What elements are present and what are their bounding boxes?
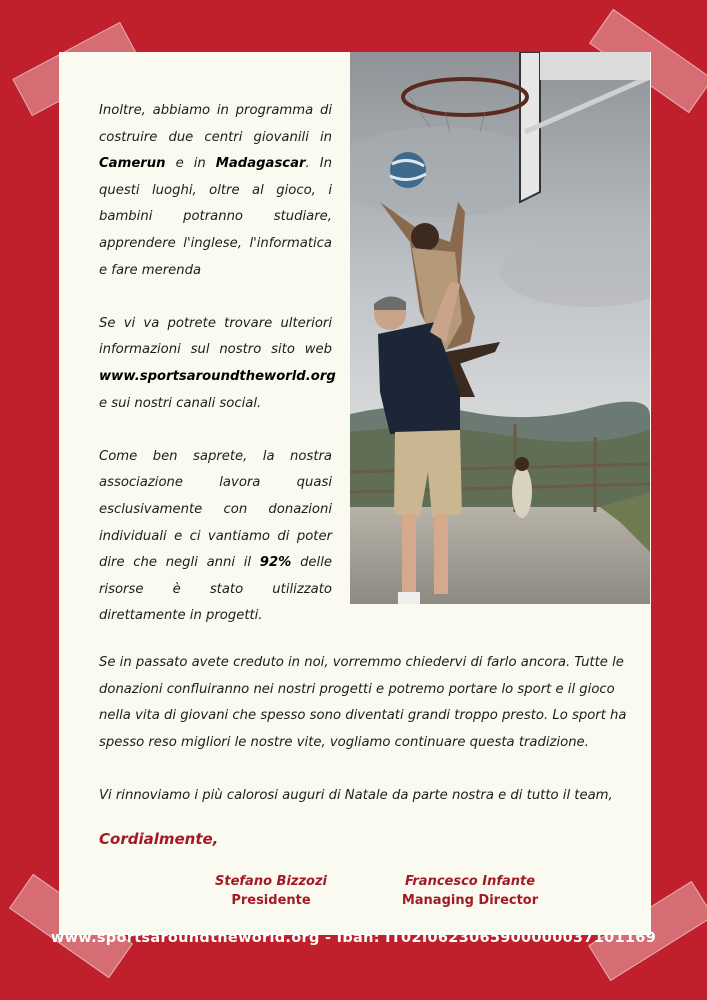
text-run: . In questi luoghi, oltre al gioco, i bambini potranno studiare, apprendere l'inglese, l'informatica e fare merenda <box>99 156 332 278</box>
text-run: delle risorse è stato utilizzato direttamente in progetti. <box>99 555 332 624</box>
signature-name: Stefano Bizzozi <box>215 874 327 889</box>
body-paragraph: Se in passato avete creduto in noi, vorremmo chiedervi di farlo ancora. Tutte le donazioni confluiranno nei nostri progetti e potremo portare lo sport e il gioco nella vita di giovani che spesso sono diventati grandi troppo presto. Lo sport ha spesso reso migliori le nostre vite, vogliamo continuare questa tradizione. <box>99 655 627 750</box>
column-text <box>99 98 336 656</box>
signature-role: Presidente <box>231 893 311 908</box>
basketball-photo <box>350 52 650 604</box>
full-width-text <box>99 650 637 836</box>
column-paragraph <box>99 444 332 630</box>
text-run: Come ben saprete, la nostra associazione lavora quasi esclusivamente con donazioni individuali e ci vantiamo di poter dire che negli anni il <box>99 448 332 571</box>
bold-text: Madagascar <box>215 156 306 172</box>
closing: Cordialmente, <box>99 830 219 848</box>
greeting-paragraph: Vi rinnoviamo i più calorosi auguri di Natale da parte nostra e di tutto il team, <box>99 787 613 803</box>
bold-text: 92% <box>259 555 292 571</box>
signature-president <box>181 872 361 910</box>
column-paragraph <box>99 311 336 417</box>
bold-text: www.sportsaroundtheworld.org <box>99 368 336 384</box>
signature-role: Managing Director <box>401 893 539 908</box>
text-run: Se vi va potrete trovare ulteriori informazioni sul nostro sito web <box>99 315 332 358</box>
text-run: e in <box>165 156 216 172</box>
text-run: Inoltre, abbiamo in programma di costruire due centri giovanili in <box>99 103 332 145</box>
column-paragraph <box>99 98 332 284</box>
text-run: e sui nostri canali social. <box>99 395 262 411</box>
bold-text: Camerun <box>99 156 166 172</box>
signature-name: Francesco Infante <box>404 874 536 889</box>
signature-director <box>380 872 560 910</box>
footer-website-iban: www.sportsaroundtheworld.org - Iban: IT02I0623065900000037101169 <box>50 930 657 946</box>
